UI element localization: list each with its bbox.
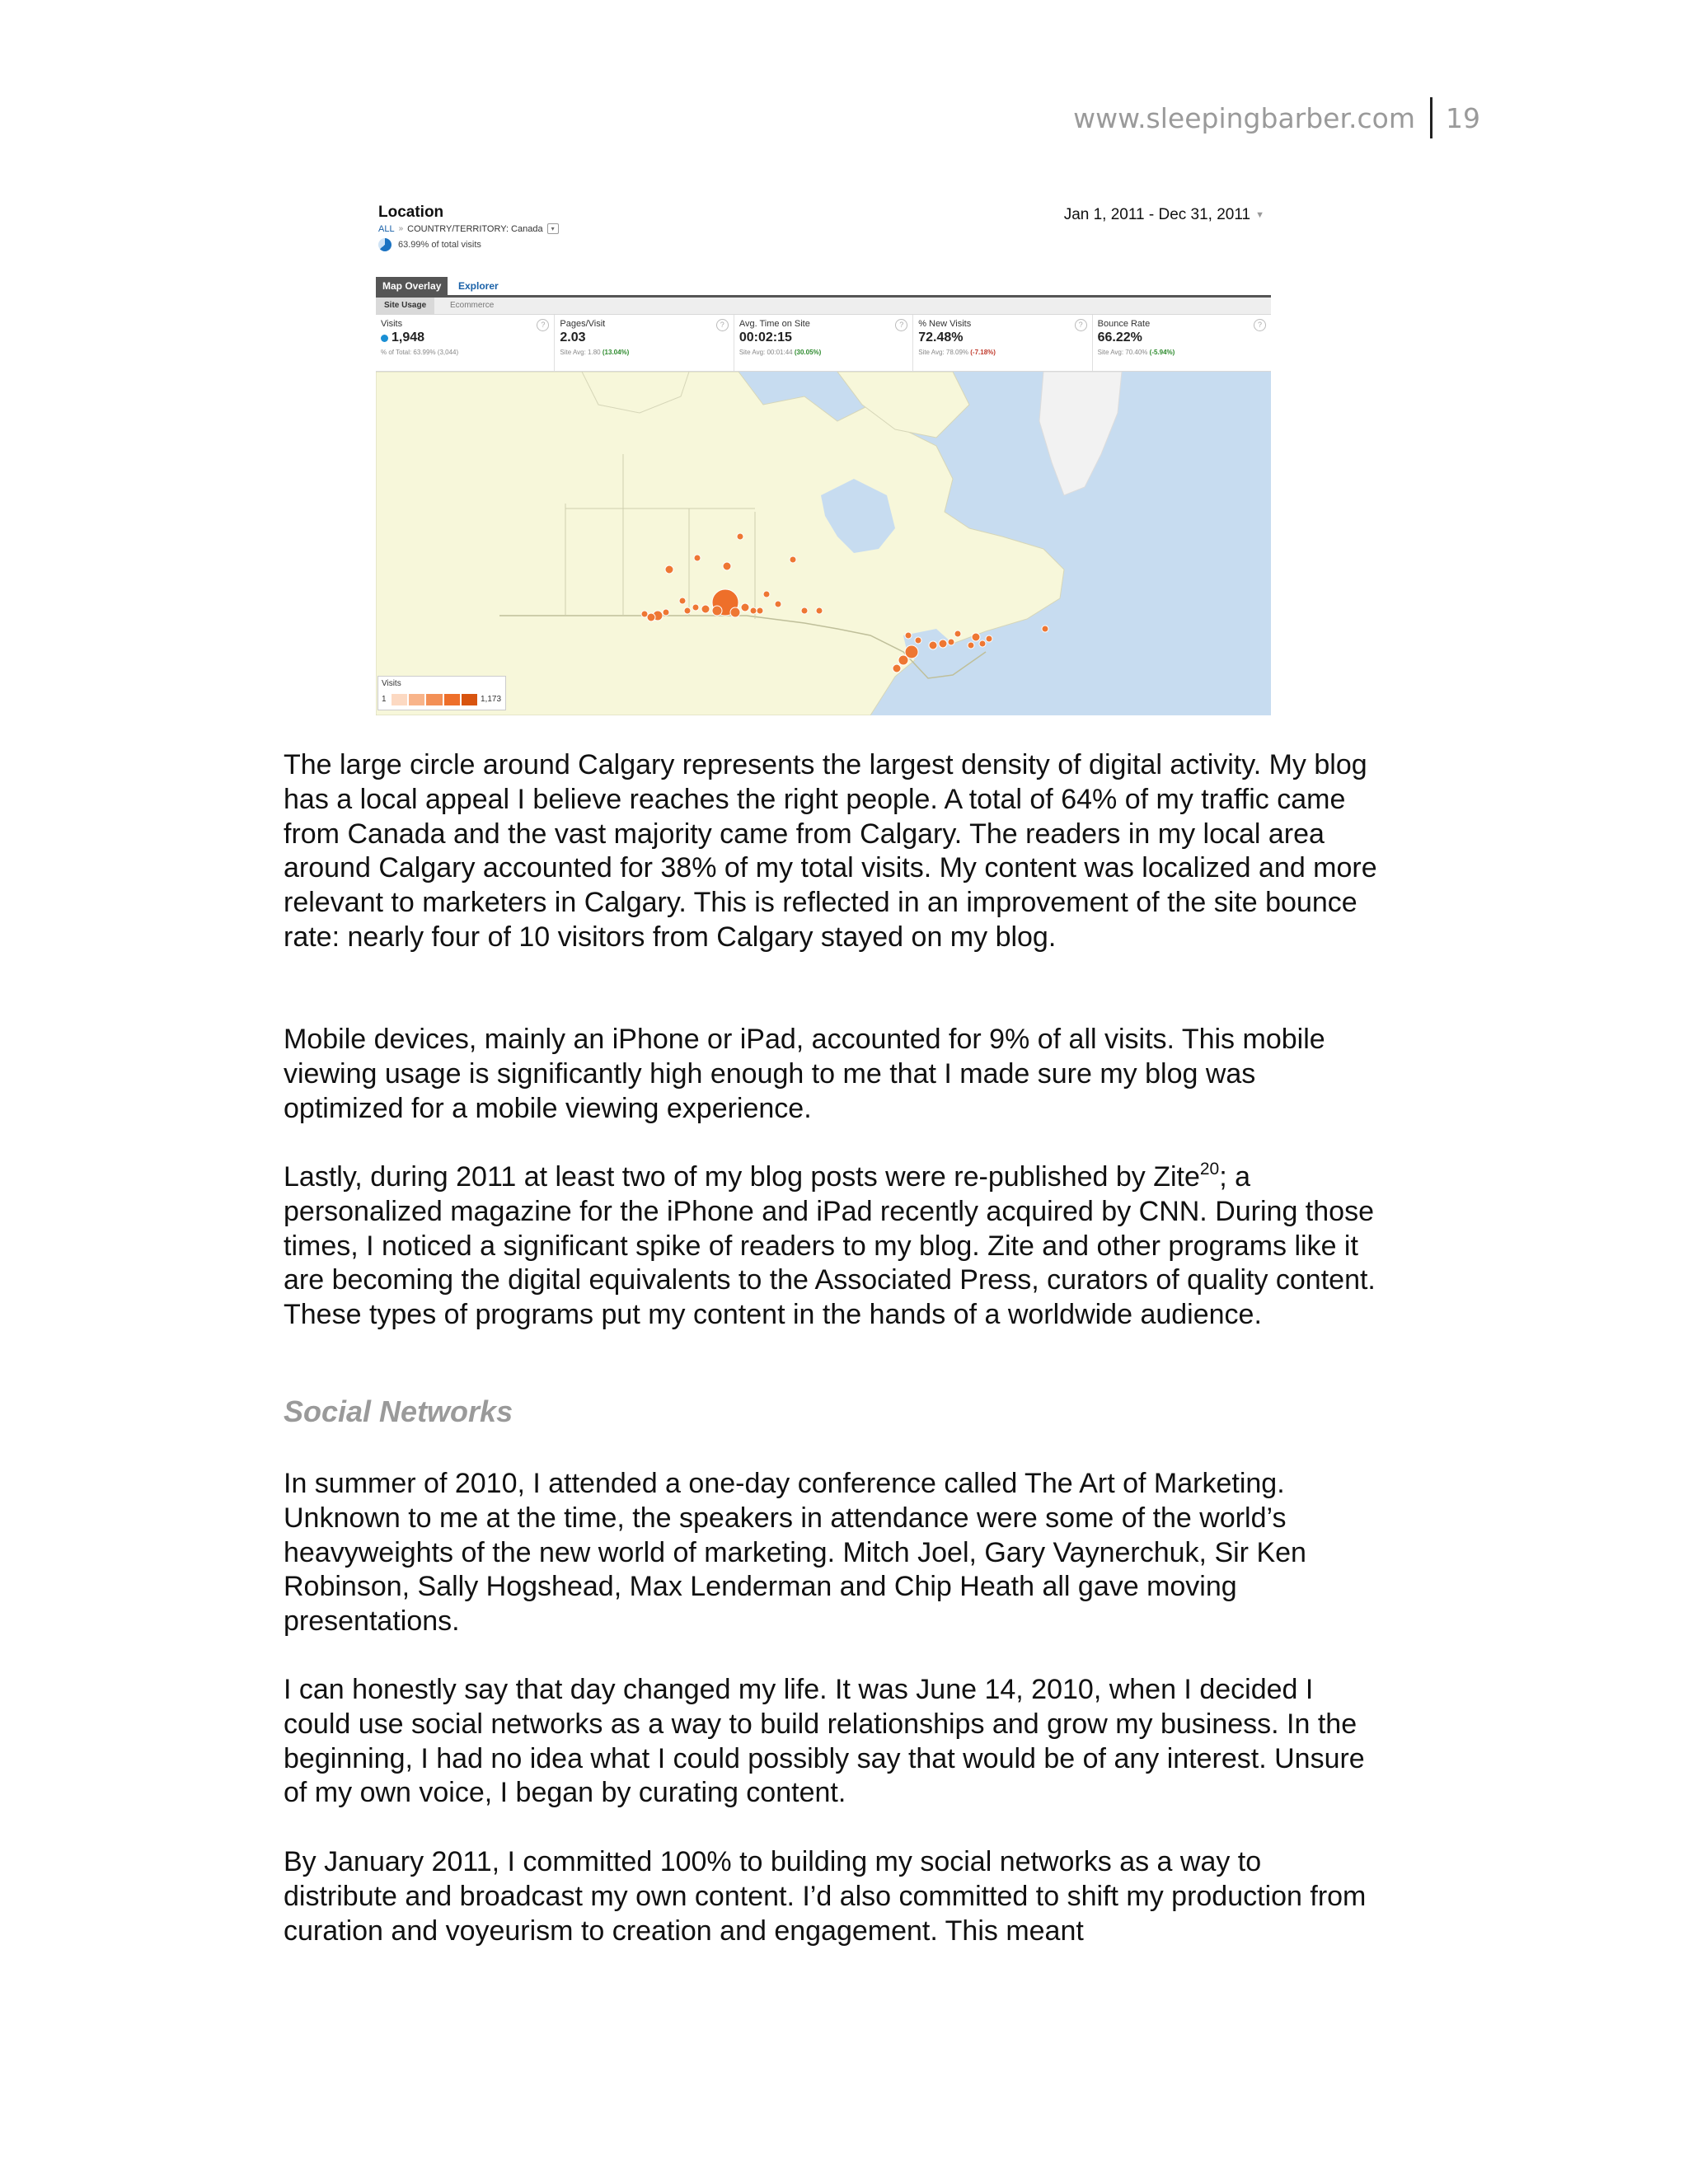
breadcrumb-all[interactable]: ALL xyxy=(378,223,395,234)
page-header xyxy=(1073,97,1480,138)
metric-label: % New Visits xyxy=(918,319,972,329)
paragraph-conference: In summer of 2010, I attended a one-day conference called The Art of Marketing. Unknown to me at the time, the speakers in attendance were some of the world’s heavyweights of the new world of marketing. Mitch Joel, Gary Vaynerchuk, Sir Ken Robinson, Sally Hogshead, Max Lenderman and Chip Heath all gave moving presentations. xyxy=(284,1468,1306,1638)
section-heading: Social Networks xyxy=(284,1394,513,1428)
visit-dot[interactable] xyxy=(701,605,710,613)
metric-delta: (-7.18%) xyxy=(970,349,996,356)
visit-dot[interactable] xyxy=(986,635,992,642)
location-map[interactable] xyxy=(376,372,1271,715)
help-icon[interactable]: ? xyxy=(537,319,549,331)
date-range-text: Jan 1, 2011 - Dec 31, 2011 xyxy=(1063,206,1251,223)
help-icon[interactable]: ? xyxy=(1254,319,1266,331)
metric-sub xyxy=(1098,349,1268,356)
visit-dot[interactable] xyxy=(712,606,722,616)
legend-title: Visits xyxy=(382,679,401,688)
visit-dot[interactable] xyxy=(723,562,731,570)
footnote-ref[interactable]: 20 xyxy=(1199,1159,1220,1179)
visit-dot[interactable] xyxy=(775,601,781,607)
visit-dot[interactable] xyxy=(979,640,986,647)
metric-site-avg: Site Avg: 1.80 xyxy=(560,349,601,356)
visit-dot[interactable] xyxy=(972,633,980,641)
metric-visits[interactable] xyxy=(376,315,555,371)
report-title: Location xyxy=(378,204,444,221)
analytics-header xyxy=(376,201,1271,274)
percent-of-total xyxy=(378,238,481,251)
metric-value: 66.22% xyxy=(1097,330,1142,344)
visit-dot[interactable] xyxy=(763,591,770,598)
visit-dot[interactable] xyxy=(905,632,912,639)
visit-dot[interactable] xyxy=(816,607,823,614)
visit-dot[interactable] xyxy=(757,607,763,614)
visit-dot[interactable] xyxy=(1042,626,1048,632)
visit-dot[interactable] xyxy=(948,639,954,645)
tab-explorer[interactable]: Explorer xyxy=(458,280,499,292)
date-range-selector[interactable] xyxy=(1064,206,1264,224)
visit-dot[interactable] xyxy=(929,641,937,649)
metric-new-visits[interactable] xyxy=(913,315,1092,371)
breadcrumb-separator: » xyxy=(398,224,404,233)
visit-dot[interactable] xyxy=(663,609,669,616)
metric-value: 72.48% xyxy=(918,330,964,344)
visit-dot[interactable] xyxy=(730,607,740,617)
metric-value: 00:02:15 xyxy=(738,330,792,344)
metric-value xyxy=(381,330,551,345)
metric-bounce-rate[interactable] xyxy=(1093,315,1271,371)
metric-value-text: 1,948 xyxy=(392,330,425,344)
metric-pages-visit[interactable] xyxy=(555,315,734,371)
help-icon[interactable]: ? xyxy=(1075,319,1087,331)
visit-dot[interactable] xyxy=(939,640,947,648)
breadcrumb-filter: COUNTRY/TERRITORY: Canada xyxy=(407,223,543,234)
visit-dot[interactable] xyxy=(790,556,796,563)
metric-sub xyxy=(560,349,729,356)
help-icon[interactable]: ? xyxy=(716,319,729,331)
legend-swatch xyxy=(444,694,460,705)
metric-sub xyxy=(739,349,909,356)
metric-delta: (13.04%) xyxy=(602,349,630,356)
visit-dot[interactable] xyxy=(647,613,655,621)
paragraph-zite-start: Lastly, during 2011 at least two of my blog posts were re-published by Zite xyxy=(284,1161,1200,1193)
view-tabs xyxy=(376,277,1271,298)
visit-dot[interactable] xyxy=(737,533,743,540)
paragraph-zite xyxy=(284,1160,1380,1333)
metric-site-avg: Site Avg: 70.40% xyxy=(1097,349,1148,356)
site-url: www.sleepingbarber.com xyxy=(1073,101,1415,134)
paragraph-calgary: The large circle around Calgary represents the largest density of digital activity. My blog has a local appeal I believe reaches the right people. A total of 64% of my traffic came from Canada and the vast majority came from Calgary. The readers in my local area around Calgary accounted for 38% of my total visits. My content was localized and more relevant to marketers in Calgary. This is reflected in an improvement of the site bounce rate: nearly four of 10 visitors from Calgary stayed on my blog. xyxy=(284,749,1377,953)
metric-label: Avg. Time on Site xyxy=(738,319,810,329)
north-america-land xyxy=(376,372,1064,715)
metric-delta: (-5.94%) xyxy=(1149,349,1175,356)
metric-site-avg: Site Avg: 78.09% xyxy=(918,349,969,356)
paragraph-zite-end: ; a personalized magazine for the iPhone and iPad recently acquired by CNN. During those times, I noticed a significant spike of readers to my blog. Zite and other programs like it are becoming the digital equivalents to the Associated Press, curators of quality content. These types of programs put my content in the hands of a worldwide audience. xyxy=(284,1161,1376,1331)
visit-dot[interactable] xyxy=(741,603,749,612)
percent-of-total-text: 63.99% of total visits xyxy=(398,240,481,250)
series-dot-icon xyxy=(381,335,388,342)
subtab-ecommerce[interactable]: Ecommerce xyxy=(450,301,495,310)
visit-dot[interactable] xyxy=(692,604,699,611)
visit-dot[interactable] xyxy=(968,642,974,649)
help-icon[interactable]: ? xyxy=(895,319,907,331)
metric-sub: % of Total: 63.99% (3,044) xyxy=(381,349,459,356)
chevron-down-icon: ▼ xyxy=(1255,210,1264,220)
visit-dot[interactable] xyxy=(801,607,808,614)
visit-dot[interactable] xyxy=(679,598,686,604)
visit-dot[interactable] xyxy=(954,630,961,637)
metric-site-avg: Site Avg: 00:01:44 xyxy=(738,349,793,356)
visit-dot[interactable] xyxy=(694,555,701,561)
paragraph-life-change: I can honestly say that day changed my life. It was June 14, 2010, when I decided I could use social networks as a way to build relationships and grow my business. In the beginning, I had no idea what I could possibly say that would be of any interest. Unsure of my own voice, I began by curating content. xyxy=(284,1674,1365,1809)
visit-dot[interactable] xyxy=(893,664,901,673)
chevron-down-icon[interactable]: ▾ xyxy=(547,223,559,234)
paragraph-mobile: Mobile devices, mainly an iPhone or iPad, accounted for 9% of all visits. This mobile viewing usage is significantly high enough to me that I made sure my blog was optimized for a mobile viewing experience. xyxy=(284,1024,1325,1124)
page-number: 19 xyxy=(1446,101,1480,134)
legend-swatch xyxy=(462,694,477,705)
subtab-site-usage[interactable]: Site Usage xyxy=(376,298,434,314)
metric-sub xyxy=(918,349,1088,356)
legend-swatch xyxy=(392,694,407,705)
metric-subtabs xyxy=(376,298,1271,315)
visit-dot[interactable] xyxy=(641,611,648,617)
metric-value: 2.03 xyxy=(560,330,586,344)
map-legend xyxy=(377,676,506,710)
tab-map-overlay[interactable]: Map Overlay xyxy=(376,277,448,295)
legend-max: 1,173 xyxy=(481,695,502,704)
breadcrumb xyxy=(378,223,559,234)
metric-delta: (30.05%) xyxy=(794,349,822,356)
greenland-land xyxy=(1039,372,1122,495)
visit-dot[interactable] xyxy=(750,607,757,614)
legend-swatch xyxy=(409,694,424,705)
metrics-bar xyxy=(376,315,1271,372)
metric-label: Visits xyxy=(381,319,403,329)
metric-avg-time[interactable] xyxy=(734,315,913,371)
visit-dot[interactable] xyxy=(898,655,908,665)
pie-chart-icon xyxy=(378,238,392,251)
legend-min: 1 xyxy=(382,695,387,704)
visit-dot[interactable] xyxy=(665,565,673,574)
visit-dot[interactable] xyxy=(915,637,921,644)
metric-label: Bounce Rate xyxy=(1097,319,1151,329)
paragraph-commitment: By January 2011, I committed 100% to building my social networks as a way to distribute and broadcast my own content. I’d also committed to shift my production from curation and voyeurism to creation and engagement. This meant xyxy=(284,1846,1367,1947)
legend-color-scale xyxy=(392,694,477,705)
visit-dot[interactable] xyxy=(684,607,691,614)
legend-swatch xyxy=(426,694,442,705)
map-svg xyxy=(376,372,1271,715)
metric-label: Pages/Visit xyxy=(560,319,606,329)
analytics-screenshot xyxy=(376,201,1271,715)
